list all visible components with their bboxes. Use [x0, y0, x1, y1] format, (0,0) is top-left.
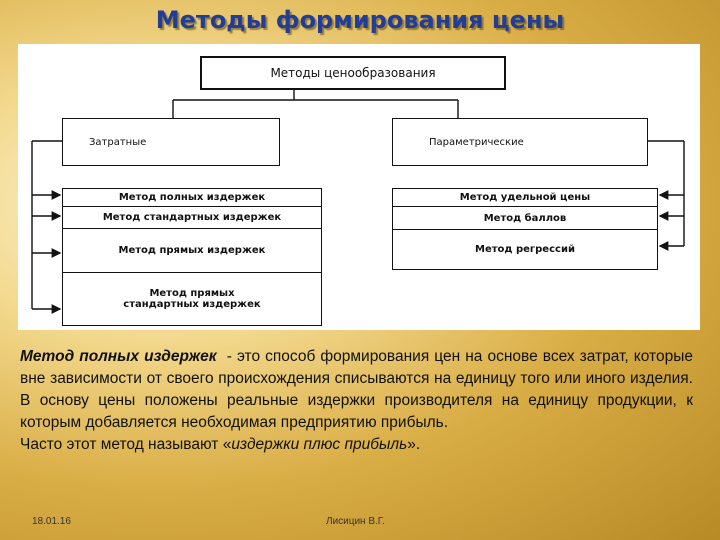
left-method-3: Метод прямых издержек [62, 228, 322, 273]
definition-term: Метод полных издержек [20, 348, 217, 365]
alias-term: издержки плюс прибыль [231, 436, 408, 453]
right-method-2: Метод баллов [392, 206, 658, 230]
category-parametric: Параметрические [392, 118, 648, 166]
root-node: Методы ценообразования [200, 56, 506, 90]
right-method-1: Метод удельной цены [392, 188, 658, 207]
left-method-4: Метод прямых стандартных издержек [62, 272, 322, 326]
diagram-panel [18, 44, 700, 330]
alias-paragraph [20, 434, 693, 456]
alias-open-quote: « [222, 436, 232, 453]
description-text [20, 346, 693, 456]
alias-prefix: Часто этот метод называют [20, 436, 223, 453]
left-method-2: Метод стандартных издержек [62, 206, 322, 229]
footer-date: 18.01.16 [32, 516, 71, 527]
category-cost-based: Затратные [62, 118, 280, 166]
definition-body: - это способ формирования цен на основе всех затрат, которые вне зависимости от своего происхождения списываются на единицу того или иного изделия. В основу цены положены реальные издержки производителя на единицу продукции, к которым добавляется необходимая предприятию прибыль. [20, 348, 693, 431]
slide-title: Методы формирования цены [155, 6, 565, 34]
right-method-3: Метод регрессий [392, 229, 658, 270]
left-method-1: Метод полных издержек [62, 188, 322, 207]
definition-paragraph [20, 346, 693, 434]
footer-author: Лисицин В.Г. [326, 516, 385, 527]
alias-close-quote: ». [407, 436, 421, 453]
